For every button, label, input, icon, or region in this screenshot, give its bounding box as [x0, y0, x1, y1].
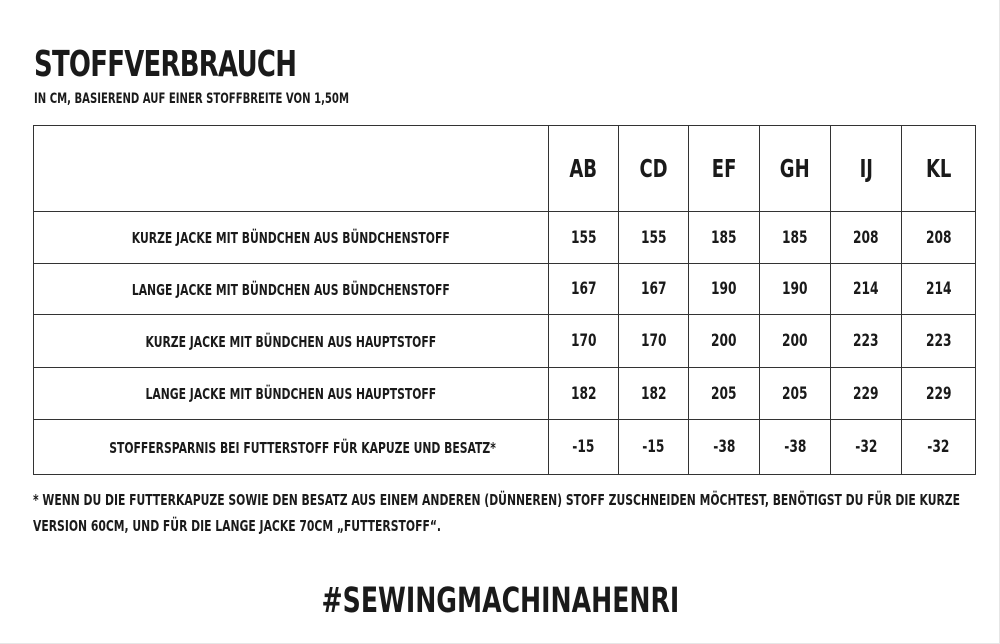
- table-cell: 208: [831, 212, 902, 264]
- table-cell: 167: [549, 264, 619, 315]
- hashtag: #SEWINGMACHINAHENRI: [321, 581, 679, 621]
- column-header: GH: [760, 126, 831, 212]
- table-cell: 190: [689, 264, 760, 315]
- table-cell: -38: [760, 420, 831, 475]
- column-header: EF: [689, 126, 760, 212]
- table-cell: 223: [902, 315, 976, 368]
- table-row: [34, 368, 976, 420]
- table-cell: 155: [619, 212, 689, 264]
- table-cell: -32: [902, 420, 976, 475]
- table-cell: 170: [549, 315, 619, 368]
- table-cell: 155: [549, 212, 619, 264]
- row-label: STOFFERSPARNIS BEI FUTTERSTOFF FÜR KAPUZE UND BESATZ*: [34, 420, 549, 475]
- table-cell: 205: [689, 368, 760, 420]
- table-cell: 182: [619, 368, 689, 420]
- table-cell: 205: [760, 368, 831, 420]
- row-label: LANGE JACKE MIT BÜNDCHEN AUS BÜNDCHENSTOFF: [34, 264, 549, 315]
- column-header: CD: [619, 126, 689, 212]
- page-subtitle: IN CM, BASIEREND AUF EINER STOFFBREITE VON 1,50M: [34, 91, 349, 107]
- table-cell: 190: [760, 264, 831, 315]
- page-title: STOFFVERBRAUCH: [34, 44, 297, 85]
- table-cell: 200: [760, 315, 831, 368]
- table-cell: 182: [549, 368, 619, 420]
- table-header-row: [34, 126, 976, 212]
- table-cell: 214: [831, 264, 902, 315]
- row-label: KURZE JACKE MIT BÜNDCHEN AUS BÜNDCHENSTOFF: [34, 212, 549, 264]
- table-row: [34, 264, 976, 315]
- table-row: [34, 212, 976, 264]
- column-header: AB: [549, 126, 619, 212]
- table-row: [34, 315, 976, 368]
- fabric-usage-table: [33, 125, 976, 475]
- header-label-cell: [34, 126, 549, 212]
- column-header: KL: [902, 126, 976, 212]
- table-cell: 208: [902, 212, 976, 264]
- row-label: KURZE JACKE MIT BÜNDCHEN AUS HAUPTSTOFF: [34, 315, 549, 368]
- table-cell: -15: [619, 420, 689, 475]
- table-cell: 200: [689, 315, 760, 368]
- table-cell: 214: [902, 264, 976, 315]
- footnote: * WENN DU DIE FUTTERKAPUZE SOWIE DEN BESATZ AUS EINEM ANDEREN (DÜNNEREN) STOFF ZUSCHNEIDEN MÖCHTEST, BENÖTIGST DU FÜR DIE KURZE VERSION 60CM, UND FÜR DIE LANGE JACKE 70CM „FUTTERSTOFF“.: [33, 491, 961, 535]
- table-cell: 170: [619, 315, 689, 368]
- column-header: IJ: [831, 126, 902, 212]
- table-cell: -15: [549, 420, 619, 475]
- table-cell: 229: [831, 368, 902, 420]
- table-cell: 185: [689, 212, 760, 264]
- row-label: LANGE JACKE MIT BÜNDCHEN AUS HAUPTSTOFF: [34, 368, 549, 420]
- table-cell: 167: [619, 264, 689, 315]
- table-cell: 229: [902, 368, 976, 420]
- table-cell: 185: [760, 212, 831, 264]
- table-row: [34, 420, 976, 475]
- table-cell: -32: [831, 420, 902, 475]
- table-cell: -38: [689, 420, 760, 475]
- table-cell: 223: [831, 315, 902, 368]
